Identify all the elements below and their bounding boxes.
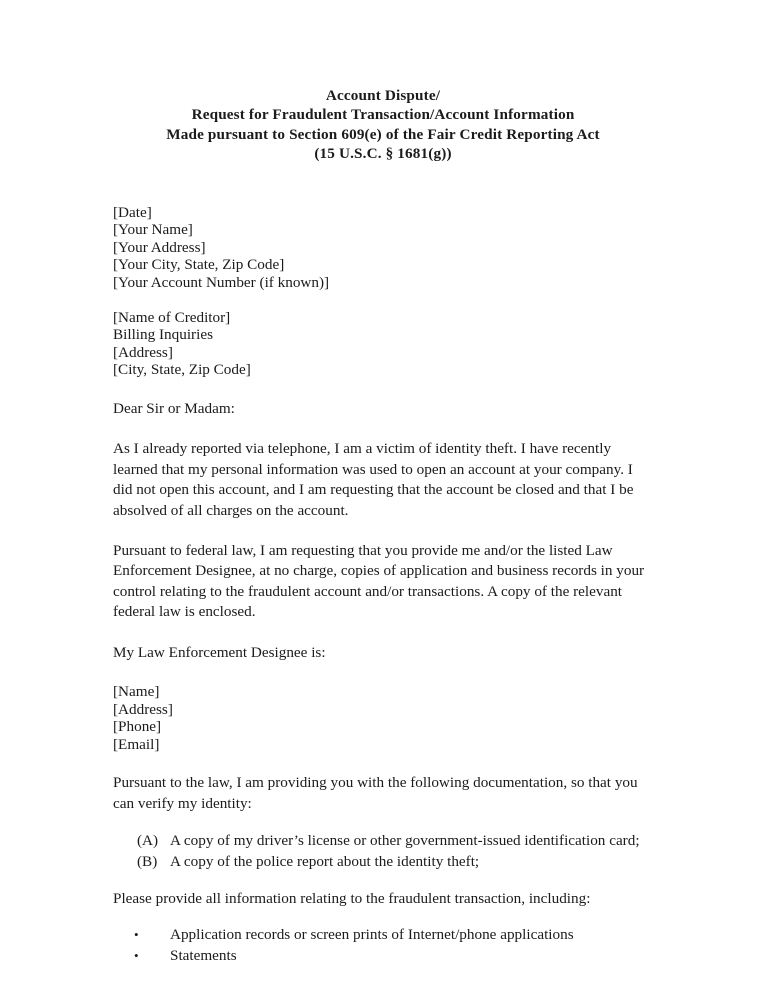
designee-name: [Name]: [113, 683, 160, 701]
spacer: [113, 623, 653, 643]
documentation-list: [113, 831, 653, 872]
spacer: [113, 292, 653, 309]
documentation-intro: Pursuant to the law, I am providing you with the following documentation, so that you can verify my identity:: [113, 774, 638, 812]
sender-date: [Date]: [113, 203, 152, 221]
title-line-4-statute-citation: (15 U.S.C. § 1681(g)): [314, 145, 452, 163]
spacer: [113, 753, 653, 773]
designee-email: [Email]: [113, 735, 160, 753]
recipient-creditor-name: [Name of Creditor]: [113, 308, 231, 326]
title-line-1: Account Dispute/: [325, 87, 441, 104]
list-marker: (B): [137, 852, 158, 870]
document-body: [113, 86, 653, 966]
records-list: [113, 925, 653, 966]
list-item: [113, 852, 653, 872]
designee-intro: My Law Enforcement Designee is:: [113, 643, 326, 661]
document-title: [113, 86, 653, 164]
bullet-icon: •: [134, 927, 139, 943]
sender-city-state-zip: [Your City, State, Zip Code]: [113, 256, 285, 274]
spacer: [113, 164, 653, 204]
records-intro: Please provide all information relating to the fraudulent transaction, including:: [113, 890, 591, 908]
list-item: [113, 925, 653, 945]
title-line-3: Made pursuant to Section 609(e) of the Fair Credit Reporting Act: [166, 125, 600, 143]
spacer: [113, 379, 653, 399]
list-item: [113, 946, 653, 966]
list-marker: (A): [137, 832, 159, 850]
list-item-text: Statements: [170, 946, 237, 964]
salutation: Dear Sir or Madam:: [113, 399, 235, 417]
spacer: [113, 872, 653, 889]
list-item-text: A copy of my driver’s license or other government-issued identification card;: [170, 832, 640, 850]
sender-account-number: [Your Account Number (if known)]: [113, 274, 330, 291]
sender-name: [Your Name]: [113, 221, 193, 239]
body-paragraph-1: As I already reported via telephone, I am a victim of identity theft. I have recently learned that my personal information was used to open an account at your company. I did not open this account, and I am requesting that the account be closed and that I be absolved of all charges on the account.: [113, 440, 634, 519]
recipient-street: [Address]: [113, 343, 173, 361]
designee-phone: [Phone]: [113, 718, 162, 736]
spacer: [113, 814, 653, 831]
recipient-city-state-zip: [City, State, Zip Code]: [113, 361, 251, 379]
sender-street: [Your Address]: [113, 238, 206, 256]
list-item-text: A copy of the police report about the identity theft;: [170, 852, 480, 870]
list-item-text: Application records or screen prints of Internet/phone applications: [170, 926, 574, 944]
spacer: [113, 663, 653, 683]
designee-address: [Address]: [113, 700, 173, 718]
recipient-address-block: [113, 309, 653, 379]
spacer: [113, 521, 653, 541]
recipient-department: Billing Inquiries: [113, 326, 213, 344]
title-line-2: Request for Fraudulent Transaction/Account Information: [191, 106, 575, 124]
sender-address-block: [113, 204, 653, 292]
list-item: [113, 831, 653, 851]
body-paragraph-2: Pursuant to federal law, I am requesting that you provide me and/or the listed Law Enforcement Designee, at no charge, copies of application and business records in your control relating to the fraudulent account and/or transactions. A copy of the relevant federal law is enclosed.: [113, 542, 645, 621]
spacer: [113, 419, 653, 439]
designee-block: [113, 683, 653, 753]
bullet-icon: •: [134, 947, 139, 963]
spacer: [113, 909, 653, 925]
